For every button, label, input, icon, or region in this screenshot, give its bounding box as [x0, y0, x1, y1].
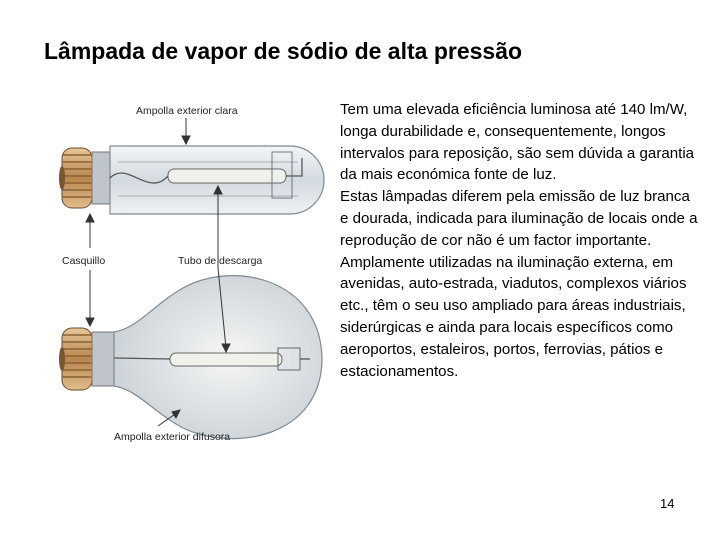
diffuse-ovoid-lamp	[59, 276, 322, 439]
lamp-illustration	[58, 100, 330, 452]
page-number: 14	[660, 496, 675, 511]
body-text	[340, 99, 700, 382]
label-clear-outer-bulb: Ampolla exterior clara	[136, 105, 238, 117]
label-discharge-tube: Tubo de descarga	[178, 255, 263, 267]
label-base: Casquillo	[62, 255, 106, 267]
clear-tubular-lamp	[59, 146, 324, 214]
paragraph-efficiency: Tem uma elevada eficiência luminosa até 140 lm/W, longa durabilidade e, consequentemente, longos intervalos para reposição, são sem dúvida a garantia da mais económica fonte de luz.	[340, 101, 695, 184]
label-diffuse-outer-bulb: Ampolla exterior difusora	[114, 431, 231, 443]
paragraph-applications: Amplamente utilizadas na iluminação externa, em avenidas, auto-estrada, viadutos, complexos viários etc., têm o seu uso ampliado para áreas industriais, siderúrgicas e ainda para locais específicos como aeroportos, estaleiros, portos, ferrovias, pátios e estacionamentos.	[340, 253, 687, 380]
lamp-diagram	[58, 100, 330, 452]
paragraph-light-emission: Estas lâmpadas diferem pela emissão de luz branca e dourada, indicada para iluminação de locais onde a reprodução de cor não é um factor importante.	[340, 188, 698, 249]
slide-title: Lâmpada de vapor de sódio de alta pressão	[44, 38, 523, 64]
